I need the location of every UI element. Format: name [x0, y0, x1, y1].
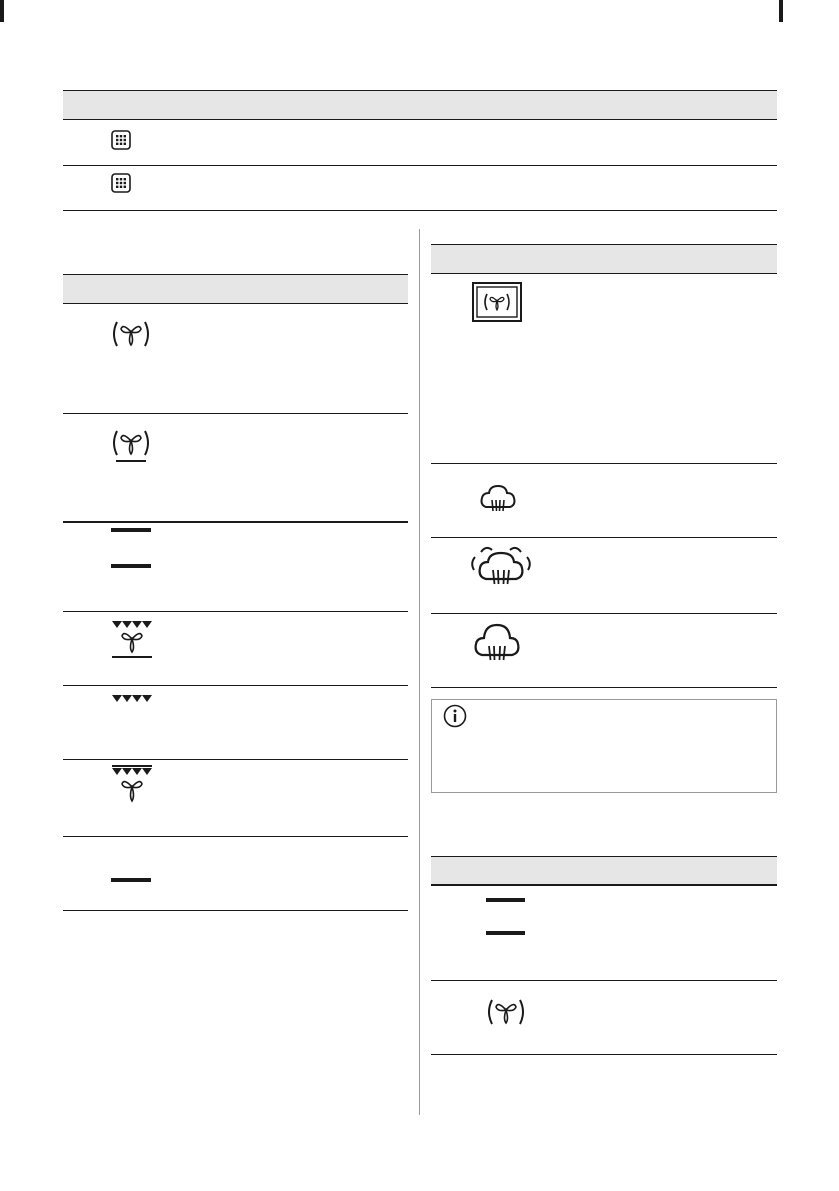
table-header: [431, 856, 777, 886]
table-row: [63, 413, 408, 523]
table-row: [63, 836, 408, 911]
table-row: [63, 165, 777, 211]
turbo-grill-icon: [109, 765, 155, 805]
table-row: [431, 274, 777, 464]
fan-icon: [110, 319, 152, 349]
table-row: [63, 611, 408, 686]
bottom-heat-bar: [111, 878, 151, 882]
steam-high-icon: [469, 543, 533, 587]
steam-low-icon: [478, 483, 518, 513]
table-row: [431, 886, 777, 981]
fan-icon: [485, 997, 527, 1027]
crop-mark-top-left: [0, 0, 4, 22]
fan-box-icon: [472, 282, 522, 322]
info-icon: [443, 704, 467, 728]
table-row: [431, 980, 777, 1055]
left-table: [63, 274, 408, 911]
top-table: [63, 90, 777, 211]
steam-medium-icon: [471, 619, 523, 663]
table-row: [63, 120, 777, 166]
table-row: [63, 685, 408, 760]
keypad-icon: [111, 173, 131, 193]
right-table: [431, 244, 777, 688]
table-row: [63, 304, 408, 414]
table-row: [63, 759, 408, 837]
info-note: [431, 699, 777, 793]
bottom-heat-bar: [111, 564, 151, 568]
grill-fan-bottom-heat-icon: [109, 620, 155, 660]
crop-mark-top-right: [779, 0, 783, 22]
table-row: [63, 521, 408, 612]
table-row: [431, 537, 777, 614]
table-row: [431, 613, 777, 688]
grill-icon: [109, 694, 155, 704]
table-header: [431, 244, 777, 274]
bottom-heat-bar: [486, 931, 525, 935]
top-heat-bar: [486, 898, 525, 902]
right-table-2: [431, 856, 777, 1056]
table-header: [63, 274, 408, 304]
table-header: [63, 90, 777, 120]
table-row: [431, 463, 777, 538]
fan-bottom-heat-icon: [110, 428, 152, 464]
column-divider: [419, 229, 420, 1115]
top-heat-bar: [111, 528, 151, 532]
keypad-icon: [111, 130, 131, 150]
